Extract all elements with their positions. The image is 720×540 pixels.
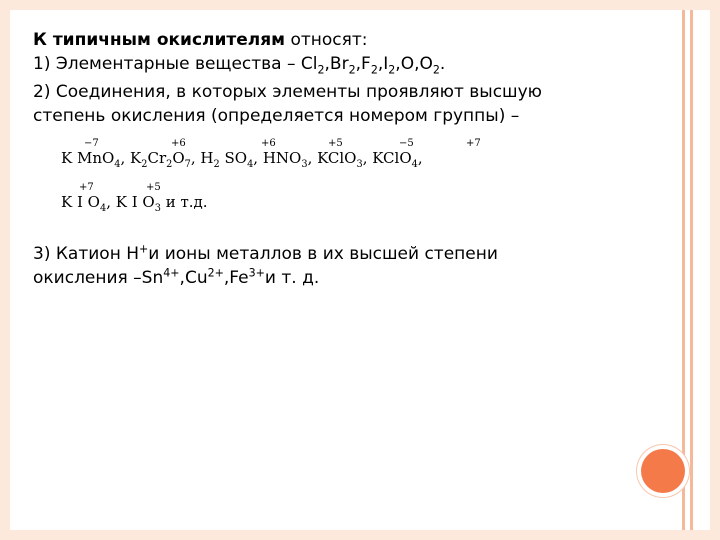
item-2-line-1: 2) Соединения, в которых элементы проявляют высшую (33, 82, 542, 102)
heading-bold: К типичным окислителям (33, 30, 286, 50)
formula-row-1: −7 +6 +6 +5 −5 +7 K MnO$_4$, $K_2Cr_2O_7$, $H_2$ $SO_4$, $HNO_3$, KClO$_3$, KClO$_4$, (61, 138, 481, 170)
decor-stripe (690, 10, 693, 530)
item-3-line-1: 3) Катион H+и ионы металлов в их высшей степени (33, 242, 498, 264)
item-3-line-2: окисления $-Sn^{4+},Cu^{2+},Fe^{3+}и$ т. д. (33, 266, 320, 288)
decor-stripe (682, 10, 685, 530)
item-1: 1) Элементарные вещества – $Cl_2,Br_2,F_2,I_2,O,O_2$. (33, 54, 446, 77)
heading-rest: относят: (285, 30, 368, 50)
heading-line (33, 28, 653, 52)
item-2-line-2: степень окисления (определяется номером группы) – (33, 106, 520, 126)
formula-block (33, 132, 653, 214)
decor-circle (641, 449, 685, 493)
formula-row-2: +7 +5 K I $O_4$, K I $O_3$ и т.д. (61, 182, 208, 214)
slide-content (33, 28, 653, 290)
